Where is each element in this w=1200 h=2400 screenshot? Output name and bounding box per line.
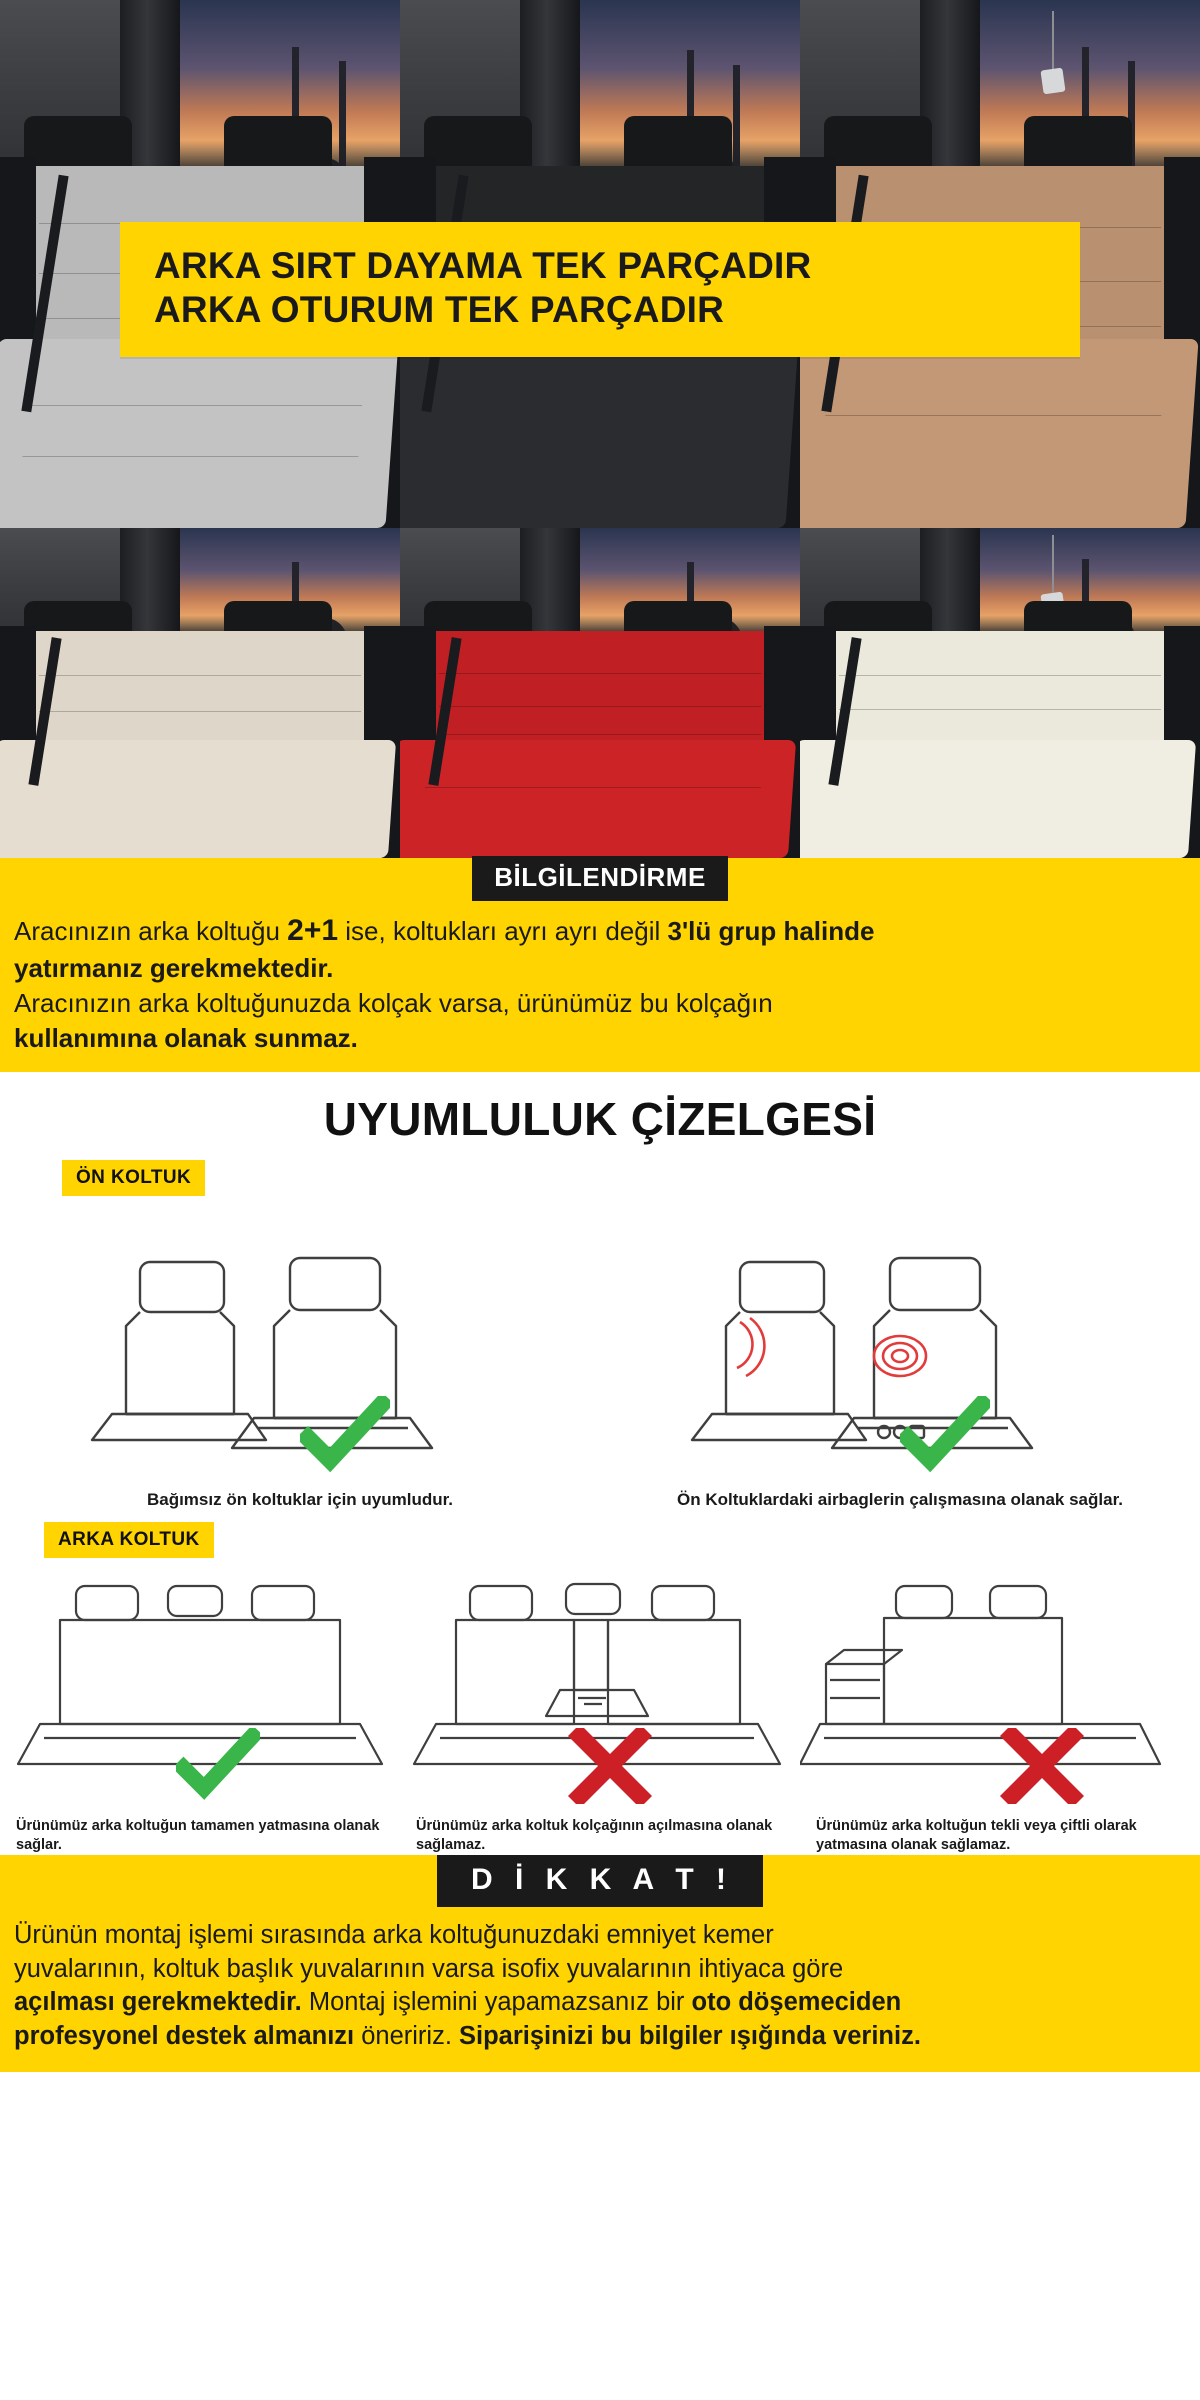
seat-cover-photo-cream (800, 528, 1200, 858)
headline-line-2: ARKA OTURUM TEK PARÇADIR (154, 288, 725, 330)
bottom-photo-grid (0, 528, 1200, 858)
front-caption-2: Ön Koltuklardaki airbaglerin çalışmasına olanak sağlar. (677, 1489, 1123, 1509)
dikkat-line-4-bold2: Siparişinizi bu bilgiler ışığında veriniz. (459, 2022, 921, 2051)
headrest-right (1024, 116, 1132, 170)
headrest-right (624, 116, 732, 170)
green-check-icon (300, 1396, 390, 1476)
rear-bench (0, 601, 400, 858)
seat-base-cover (0, 339, 399, 528)
seat-base-cover (800, 740, 1196, 858)
headrest-left (824, 601, 932, 634)
headrest-left (24, 601, 132, 634)
dikkat-strip (0, 1855, 1200, 2072)
rear-bench (800, 601, 1200, 858)
seat-base-cover (800, 339, 1199, 528)
headline-line-1: ARKA SIRT DAYAMA TEK PARÇADIR (154, 245, 812, 286)
headrest-right (624, 601, 732, 634)
headline-callout (120, 222, 1080, 357)
info-line-1-a: Aracınızın arka koltuğu (14, 916, 288, 946)
green-check-icon (176, 1728, 260, 1804)
headrest-left (24, 116, 132, 170)
rear-bench (400, 601, 800, 858)
green-check-icon (900, 1396, 990, 1476)
compatibility-section (0, 1072, 1200, 1855)
bilgilendirme-body (0, 903, 1200, 1056)
rear-diagram-cell-1 (0, 1560, 400, 1855)
info-line-4: kullanımına olanak sunmaz. (14, 1022, 358, 1053)
front-seat-row (0, 1200, 1200, 1515)
rear-seat-row (0, 1560, 1200, 1855)
bilgilendirme-tag: BİLGİLENDİRME (472, 856, 728, 901)
info-line-3: Aracınızın arka koltuğunuzda kolçak varsa, ürünümüz bu kolçağın (14, 988, 773, 1019)
rear-caption-1: Ürünümüz arka koltuğun tamamen yatmasına olanak sağlar. (16, 1818, 380, 1854)
dikkat-line-2: yuvalarının, koltuk başlık yuvalarının varsa isofix yuvalarının ihtiyaca göre (14, 1954, 844, 1983)
dikkat-line-4-rest: öneririz. (354, 2022, 459, 2051)
dikkat-line-3 (14, 1986, 1186, 2020)
info-line-2: yatırmanız gerekmektedir. (14, 953, 334, 984)
red-cross-icon (568, 1728, 652, 1804)
headrest-right (1024, 601, 1132, 634)
rear-diagram-cell-3 (800, 1560, 1200, 1855)
front-diagram-cell-1 (0, 1200, 600, 1515)
compatibility-title: UYUMLULUK ÇİZELGESİ (323, 1092, 877, 1145)
seat-base-cover (0, 740, 396, 858)
info-2plus1: 2+1 (287, 914, 339, 947)
rear-seat-chip: ARKA KOLTUK (44, 1522, 214, 1558)
dikkat-line-3-bold: açılması gerekmektedir. (14, 1988, 302, 2017)
front-caption-1: Bağımsız ön koltuklar için uyumludur. (146, 1489, 454, 1509)
rear-caption-3: Ürünümüz arka koltuğun tekli veya çiftli olarak yatmasına olanak sağlamaz. (816, 1818, 1137, 1854)
headrest-left (424, 116, 532, 170)
dikkat-line-4 (14, 2020, 1186, 2054)
headrest-right (224, 116, 332, 170)
dikkat-body (0, 1907, 1200, 2054)
airbag-indicator-rings (737, 1318, 926, 1376)
red-cross-icon (1000, 1728, 1084, 1804)
dikkat-line-1: Ürünün montaj işlemi sırasında arka koltuğunuzdaki emniyet kemer (14, 1921, 774, 1950)
front-seat-chip: ÖN KOLTUK (62, 1160, 205, 1196)
seat-cover-photo-red (400, 528, 800, 858)
dikkat-line-3-rest: Montaj işlemini yapamazsanız bir (301, 1988, 692, 2017)
seat-base-cover (400, 740, 796, 858)
headrest-left (824, 116, 932, 170)
info-line-1 (14, 911, 1186, 951)
hanging-air-freshener (1052, 535, 1054, 595)
seat-base-cover (400, 339, 799, 528)
headrest-left (424, 601, 532, 634)
front-diagram-cell-2 (600, 1200, 1200, 1515)
dikkat-tag: D İ K K A T ! (437, 1855, 763, 1907)
rear-caption-2: Ürünümüz arka koltuk kolçağının açılmasına olanak sağlamaz. (416, 1818, 773, 1854)
bilgilendirme-strip (0, 858, 1200, 1072)
rear-diagram-cell-2 (400, 1560, 800, 1855)
dikkat-line-4-bold: profesyonel destek almanızı (14, 2022, 355, 2051)
seat-cover-photo-beige (0, 528, 400, 858)
hanging-air-freshener (1052, 11, 1054, 71)
headrest-right (224, 601, 332, 634)
dikkat-line-3-bold2: oto döşemeciden (691, 1988, 902, 2017)
info-line-1-bold: 3'lü grup halinde (667, 916, 875, 946)
info-line-1-b: ise, koltukları ayrı ayrı değil (338, 916, 668, 946)
